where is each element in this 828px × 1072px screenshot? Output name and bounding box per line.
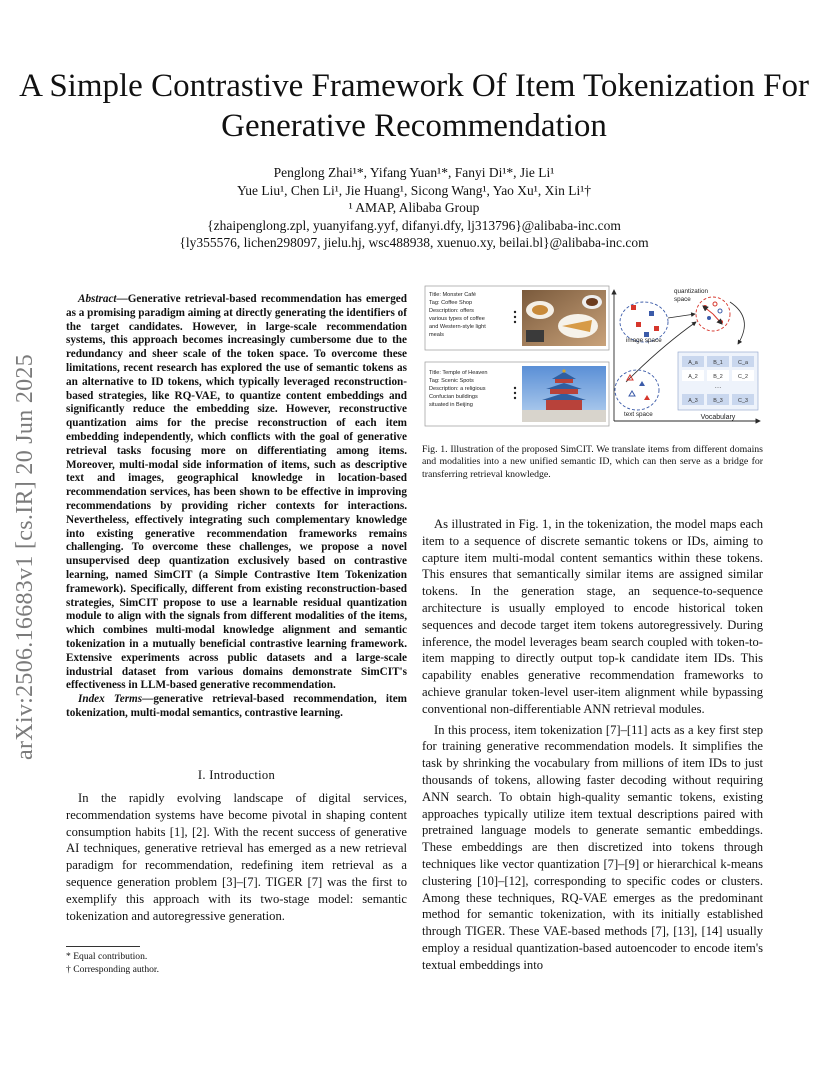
vocab-cell-5: C_2 <box>738 374 748 380</box>
footnote-corresponding-author: † Corresponding author. <box>66 964 159 975</box>
paper-title: A Simple Contrastive Framework Of Item Tokenization For Generative Recommendation <box>19 68 809 144</box>
vocab-row-1 <box>682 356 754 367</box>
card2-line-4: situated in Beijing <box>429 402 473 408</box>
authors-line-1: Penglong Zhai¹*, Yifang Yuan¹*, Fanyi Di¹*, Jie Li¹ <box>273 165 555 180</box>
image-space-label: image space <box>626 337 662 344</box>
figure-caption: Fig. 1. Illustration of the proposed SimCIT. We translate items from different domains and modalities into a new unified semantic ID, which can then serve as a bridge for transferring retrieval knowledge. <box>422 444 763 480</box>
quantization-space-label: space <box>674 296 691 303</box>
card1-line-2: Description: offers <box>429 308 474 314</box>
vocab-cell-8: C_3 <box>738 398 748 404</box>
affiliation: ¹ AMAP, Alibaba Group <box>348 200 480 215</box>
intro-column <box>66 790 407 924</box>
vocab-cell-0: A_a <box>688 360 698 366</box>
authors-line-2: Yue Liu¹, Chen Li¹, Jie Huang¹, Sicong Wang¹, Yao Xu¹, Xin Li¹† <box>236 182 592 198</box>
emails-line-2: {ly355576, lichen298097, jielu.hj, wsc488938, xuenuo.xy, beilai.bl}@alibaba-inc.com <box>179 235 649 250</box>
author-block <box>100 164 728 252</box>
text-space-cluster <box>615 370 659 418</box>
vocab-cell-6: A_3 <box>688 398 698 404</box>
card2-line-2: Description: a religious <box>429 386 486 392</box>
index-terms-label: Index Terms <box>78 693 143 706</box>
abstract-text: —Generative retrieval-based recommendation has emerged as a promising paradigm aiming at directly generating the identifiers of the target candidates. However, in large-scale recommendation systems, this approach becomes increasingly cumbersome due to the redundancy and sheer scale of the token space. To overcome these limitations, recent research has explored the use of semantic tokens as an alternative to ID tokens, which typically leveraged reconstruction-based strategies, like RQ-VAE, to quantize content embeddings and significantly reduce the embedding size. However, reconstructive quantization aims for the precise reconstruction of each item embedding independently, which conflicts with the goal of generative retrieval tasks focusing more on differentiating among items. Moreover, multi-modal side information of items, such as descriptive text and images, geographical knowledge in location-based recommendation services, has been shown to be effective in improving recommendations by providing richer contexts for interactions. Nevertheless, effectively integrating such complementary knowledge into existing generative recommendation frameworks remains challenging. To overcome these challenges, we propose a novel unsupervised deep quantization exclusively based on contrastive learning, named SimCIT (a Simple Contrastive Item Tokenization framework). Specifically, different from existing reconstruction-based strategies, SimCIT propose to use a learnable residual quantization module to align with the signals from different modalities of the items, which combines multi-modal knowledge alignment and semantic tokenization in a mutually beneficial contrastive learning framework. Extensive experiments across public datasets and a large-scale industrial dataset from various domains demonstrate SimCIT's effectiveness in LLM-based generative recommendation. <box>66 293 407 692</box>
vocab-cell-3: A_2 <box>688 374 698 380</box>
vocab-ellipsis: … <box>714 383 722 390</box>
item-card-temple <box>425 362 609 426</box>
card2-line-3: Confucian buildings <box>429 394 478 400</box>
card2-line-1: Tag: Scenic Spots <box>429 378 474 384</box>
vocab-cell-4: B_2 <box>713 374 723 380</box>
cafe-photo <box>522 290 606 346</box>
section-heading: I. Introduction <box>197 768 276 782</box>
vocab-row-2 <box>682 370 754 381</box>
footnote-equal-contribution: * Equal contribution. <box>66 951 148 962</box>
vocabulary-grid <box>678 352 758 421</box>
vocab-row-3 <box>682 394 754 405</box>
emails-line-1: {zhaipenglong.zpl, yuanyifang.yyf, difanyi.dfy, lj313796}@alibaba-inc.com <box>207 217 621 233</box>
footnotes <box>66 946 407 976</box>
figure-1 <box>422 282 763 430</box>
text-space-label: text space <box>624 411 653 418</box>
body-paragraph-2: In this process, item tokenization [7]–[11] acts as a key first step for training generative recommendation models. It simplifies the task by shrinking the vocabulary from millions of item IDs to just thousands of tokens, allowing faster decoding without requiring ANN search. To obtain high-quality semantic tokens, existing approaches typically utilize item textual descriptions paired with pretrained language models to generate semantic embeddings. These embeddings are then discretized into tokens through techniques like vector quantization [7]–[9] or hierarchical k-means clustering [10]–[12], corresponding to specific codes or clusters. Among these techniques, RQ-VAE emerges as the predominant method for semantic tokenization, with its initially established through TIGER. These VAE-based methods [7], [13], [14] usually employ a residual quantization-based autoencoder to encode item's textual embeddings into <box>422 722 763 972</box>
right-column <box>422 516 763 974</box>
footnote-rule <box>66 946 140 947</box>
card2-line-0: Title: Temple of Heaven <box>429 370 488 376</box>
quantization-label: quantization <box>674 288 708 295</box>
vocabulary-label: Vocabulary <box>700 414 736 421</box>
card1-line-1: Tag: Coffee Shop <box>429 300 473 306</box>
intro-paragraph: In the rapidly evolving landscape of digital services, recommendation systems have become pivotal in shaping content consumption habits [1], [2]. With the recent success of generative AI techniques, generative retrieval has emerged as a new retrieval paradigm for recommendation, redefining item retrieval as a sequence generation problem [3]–[7]. TIGER [7] was the first to exemplify this approach with its two-stage model: semantic tokenization and autoregressive generation. <box>66 791 407 923</box>
abstract-label: Abstract <box>78 293 117 305</box>
index-terms-text: —generative retrieval-based recommendation, item tokenization, multi-modal semantics, contrastive learning. <box>66 693 407 719</box>
item-card-cafe <box>425 286 609 350</box>
card1-line-4: and Western-style light <box>429 324 486 330</box>
vocab-cell-2: C_a <box>738 360 748 366</box>
card1-line-0: Title: Monster Café <box>429 292 477 298</box>
card1-line-3: various types of coffee <box>429 316 485 322</box>
body-paragraph-1: As illustrated in Fig. 1, in the tokenization, the model maps each item to a sequence of discrete semantic tokens or IDs, aiming to capture item multi-modal content semantics within these tokens. This ensures that semantically similar items are assigned similar tokens. In the generation stage, an sequence-to-sequence architecture is usually employed to encode historical token sequences and decode target item tokens autoregressively. During inference, the model leverages beam search coupled with token-to-item mapping to directly output top-k candidate item IDs. This capability enables generative recommendation frameworks to achieve granular token-level user-item alignment while bypassing conventional non-differentiable ANN retrieval modules. <box>422 517 763 716</box>
temple-photo <box>522 366 606 422</box>
image-space-cluster <box>620 302 668 344</box>
arxiv-stamp: arXiv:2506.16683v1 [cs.IR] 20 Jun 2025 <box>12 353 38 760</box>
card1-line-5: meals <box>429 332 444 338</box>
vocab-cell-7: B_3 <box>713 398 723 404</box>
vocab-cell-1: B_1 <box>713 360 723 366</box>
abstract <box>66 293 407 721</box>
